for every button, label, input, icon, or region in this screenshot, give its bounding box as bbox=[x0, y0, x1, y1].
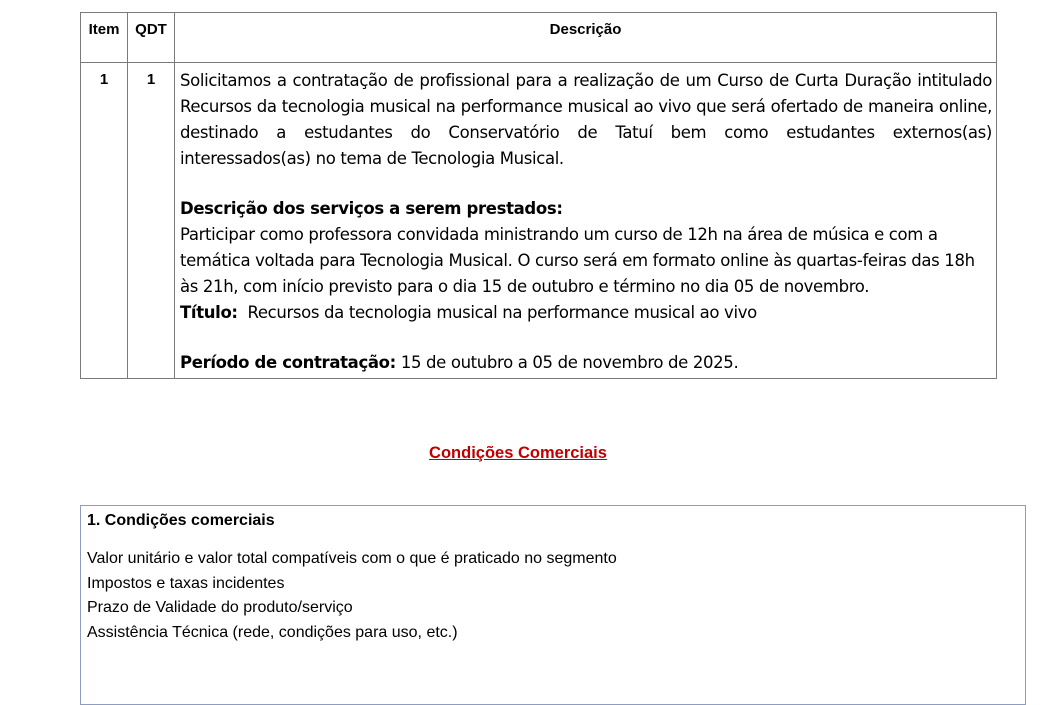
conditions-line: Valor unitário e valor total compatíveis com o que é praticado no segmento bbox=[87, 550, 617, 567]
periodo-label: Período de contratação: bbox=[180, 353, 396, 372]
table-header-row bbox=[81, 13, 997, 63]
titulo-line bbox=[180, 300, 992, 326]
items-table bbox=[80, 12, 997, 379]
servicos-label: Descrição dos serviços a serem prestados: bbox=[180, 199, 563, 218]
conditions-heading: 1. Condições comerciais bbox=[87, 512, 275, 529]
titulo-text: Recursos da tecnologia musical na performance musical ao vivo bbox=[247, 303, 757, 322]
intro-paragraph: Solicitamos a contratação de profissional para a realização de um Curso de Curta Duração intitulado Recursos da tecnologia musical na performance musical ao vivo que será ofertado de maneira online, destinado a estudantes do Conservatório de Tatuí bem como estudantes externos(as) interessados(as) no tema de Tecnologia Musical. bbox=[180, 71, 992, 168]
conditions-line: Prazo de Validade do produto/serviço bbox=[87, 599, 353, 616]
titulo-label: Título: bbox=[180, 303, 238, 322]
header-descricao: Descrição bbox=[175, 13, 997, 63]
header-qdt: QDT bbox=[128, 13, 175, 63]
section-title: Condições Comerciais bbox=[429, 444, 607, 462]
cell-qdt: 1 bbox=[128, 63, 175, 379]
periodo-line bbox=[180, 350, 992, 376]
servicos-text: Participar como professora convidada ministrando um curso de 12h na área de música e com a temática voltada para Tecnologia Musical. O curso será em formato online às quartas-feiras das 18h às 21h, com início previsto para o dia 15 de outubro e término no dia 05 de novembro. bbox=[180, 225, 975, 296]
table-row bbox=[81, 63, 997, 379]
periodo-text: 15 de outubro a 05 de novembro de 2025. bbox=[400, 353, 739, 372]
cell-item: 1 bbox=[81, 63, 128, 379]
cell-descricao bbox=[175, 63, 997, 379]
conditions-box bbox=[80, 505, 1026, 705]
header-item: Item bbox=[81, 13, 128, 63]
conditions-line: Assistência Técnica (rede, condições para uso, etc.) bbox=[87, 623, 458, 641]
conditions-line: Impostos e taxas incidentes bbox=[87, 574, 285, 592]
